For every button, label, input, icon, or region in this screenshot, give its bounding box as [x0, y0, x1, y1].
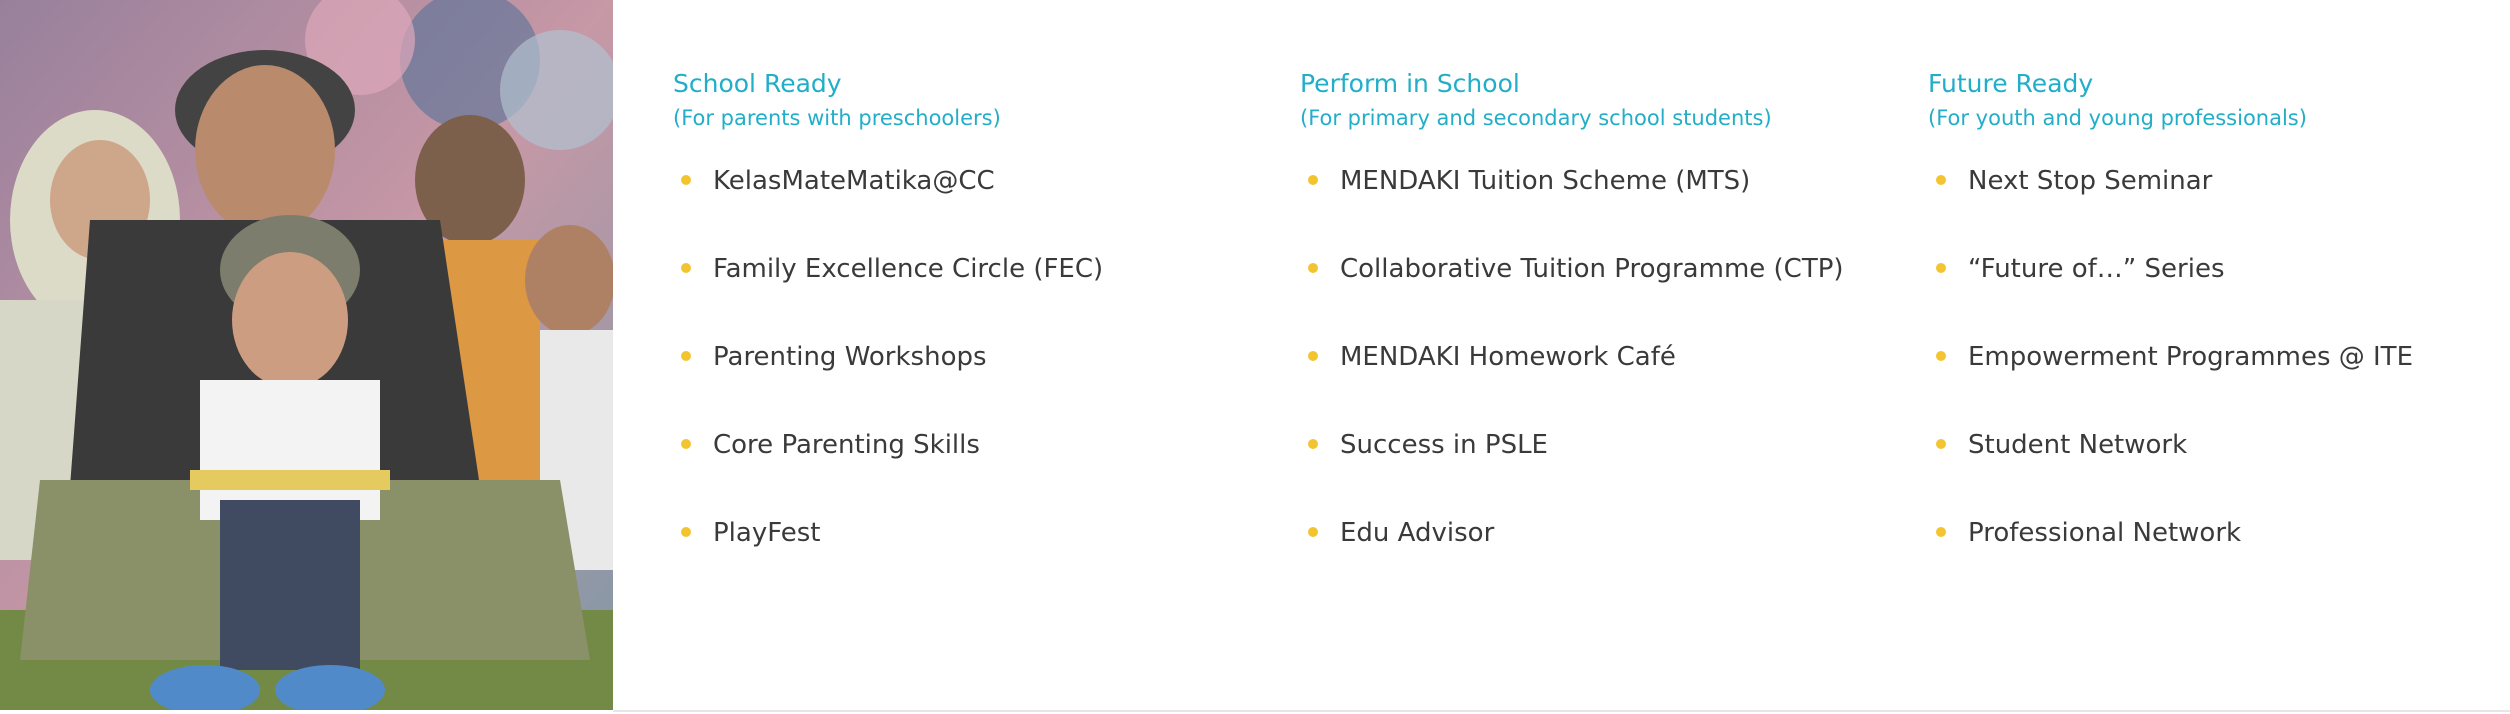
item-label: “Future of…” Series — [1968, 254, 2225, 284]
bullet-icon — [681, 439, 691, 449]
list-item[interactable] — [673, 429, 1103, 517]
bullet-icon — [681, 527, 691, 537]
section-divider — [613, 710, 2510, 712]
column-title: Perform in School — [1300, 69, 1520, 98]
family-photo-illustration — [0, 0, 613, 710]
column-title: School Ready — [673, 69, 842, 98]
bullet-icon — [681, 175, 691, 185]
bullet-icon — [1308, 439, 1318, 449]
column-title: Future Ready — [1928, 69, 2094, 98]
column-subtitle: (For parents with preschoolers) — [673, 106, 1001, 130]
programme-list — [1300, 165, 1844, 605]
item-label: Edu Advisor — [1340, 518, 1495, 548]
list-item[interactable] — [1928, 429, 2413, 517]
item-label: MENDAKI Homework Café — [1340, 342, 1676, 372]
item-label: Next Stop Seminar — [1968, 166, 2213, 196]
bullet-icon — [1308, 175, 1318, 185]
item-label: MENDAKI Tuition Scheme (MTS) — [1340, 166, 1751, 196]
list-item[interactable] — [673, 517, 1103, 605]
item-label: Success in PSLE — [1340, 430, 1548, 460]
bullet-icon — [681, 263, 691, 273]
column-future-ready — [1928, 66, 2413, 605]
column-subtitle: (For primary and secondary school students) — [1300, 106, 1772, 130]
column-subtitle: (For youth and young professionals) — [1928, 106, 2307, 130]
item-label: Family Excellence Circle (FEC) — [713, 254, 1104, 284]
programme-list — [673, 165, 1103, 605]
list-item[interactable] — [1300, 341, 1844, 429]
item-label: Collaborative Tuition Programme (CTP) — [1340, 254, 1844, 284]
bullet-icon — [1308, 351, 1318, 361]
list-item[interactable] — [1928, 165, 2413, 253]
item-label: Parenting Workshops — [713, 342, 987, 372]
item-label: PlayFest — [713, 518, 821, 548]
list-item[interactable] — [673, 253, 1103, 341]
bullet-icon — [1936, 439, 1946, 449]
list-item[interactable] — [1300, 517, 1844, 605]
list-item[interactable] — [1300, 429, 1844, 517]
programme-list — [1928, 165, 2413, 605]
list-item[interactable] — [1928, 341, 2413, 429]
list-item[interactable] — [673, 341, 1103, 429]
item-label: KelasMateMatika@CC — [713, 166, 995, 196]
bullet-icon — [681, 351, 691, 361]
bullet-icon — [1308, 527, 1318, 537]
list-item[interactable] — [1928, 253, 2413, 341]
list-item[interactable] — [1300, 253, 1844, 341]
bullet-icon — [1936, 351, 1946, 361]
item-label: Professional Network — [1968, 518, 2242, 548]
column-perform-in-school — [1300, 66, 1844, 605]
item-label: Core Parenting Skills — [713, 430, 980, 460]
list-item[interactable] — [1300, 165, 1844, 253]
list-item[interactable] — [1928, 517, 2413, 605]
bullet-icon — [1936, 263, 1946, 273]
hero-photo — [0, 0, 613, 710]
bullet-icon — [1936, 527, 1946, 537]
bullet-icon — [1308, 263, 1318, 273]
list-item[interactable] — [673, 165, 1103, 253]
item-label: Empowerment Programmes @ ITE — [1968, 342, 2413, 372]
column-school-ready — [673, 66, 1103, 605]
bullet-icon — [1936, 175, 1946, 185]
item-label: Student Network — [1968, 430, 2188, 460]
